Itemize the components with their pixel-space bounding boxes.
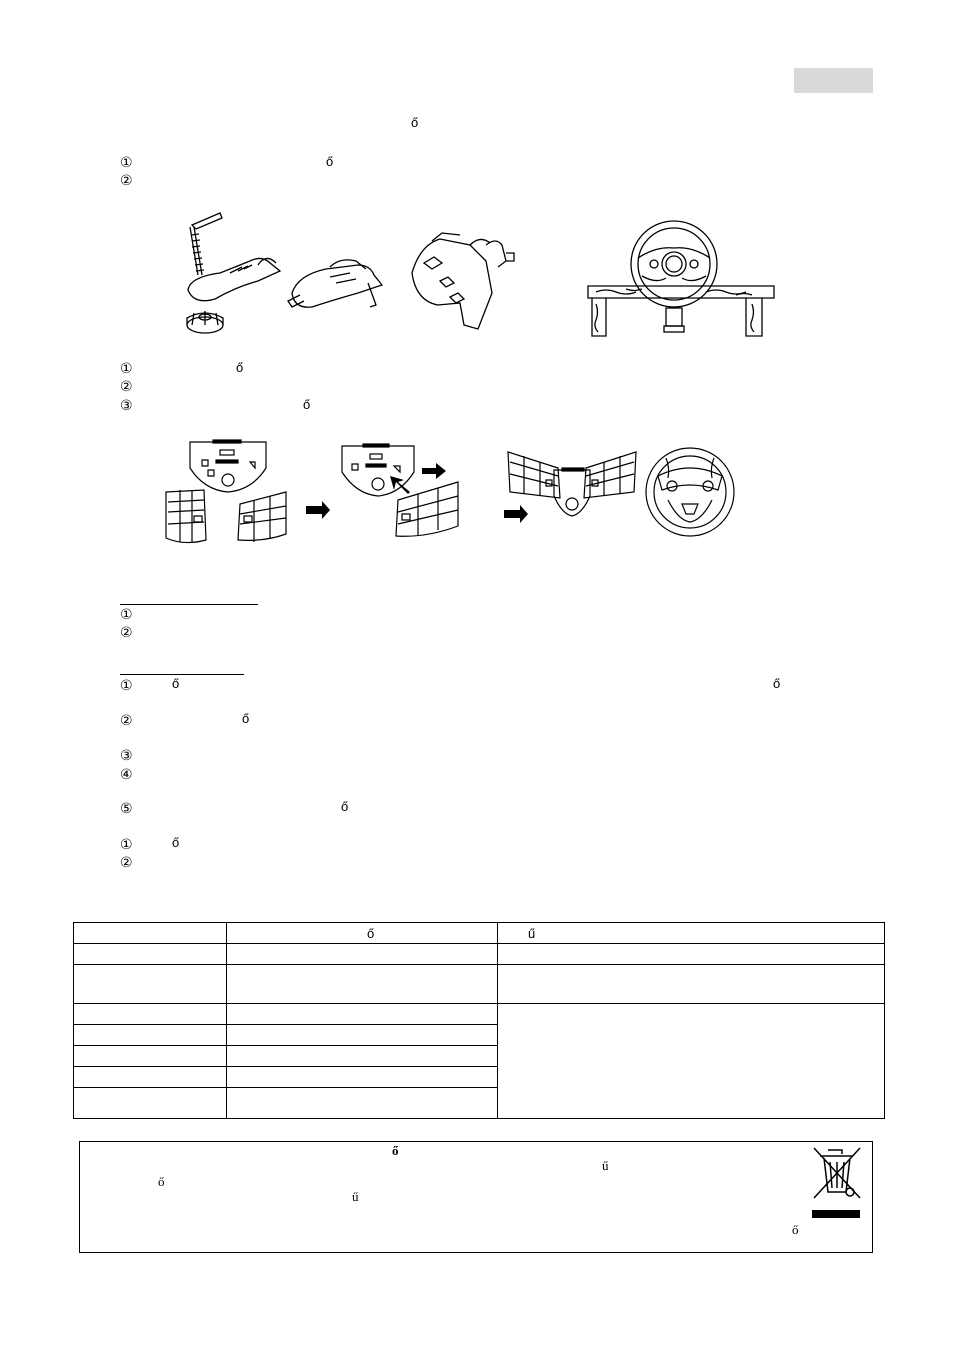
section-c-step-2-marker: ② bbox=[120, 854, 133, 870]
section-b-step-1-marker: ① bbox=[120, 677, 133, 693]
clamp-assembly-figure bbox=[180, 205, 530, 340]
section-b-step-4-marker: ④ bbox=[120, 766, 133, 782]
clamp-step-1-text: ő bbox=[326, 154, 334, 169]
weee-line-5-text: ő bbox=[792, 1222, 799, 1237]
weee-line-2-text: ű bbox=[602, 1158, 609, 1173]
section-c-step-1-text: ő bbox=[172, 835, 180, 850]
pedal-step-1-text: ő bbox=[236, 360, 244, 375]
merged-cell bbox=[498, 1004, 885, 1119]
clamp-step-1-marker: ① bbox=[120, 154, 133, 170]
section-b-step-2-marker: ② bbox=[120, 712, 133, 728]
section-b-step-1-text-end: ő bbox=[773, 676, 781, 691]
weee-line-4-text: ű bbox=[352, 1189, 359, 1204]
section-a-step-2-marker: ② bbox=[120, 624, 133, 640]
section-c-step-1-marker: ① bbox=[120, 836, 133, 852]
wheel-on-table-figure bbox=[586, 212, 776, 340]
spec-table bbox=[73, 922, 885, 1119]
table-header-row bbox=[74, 923, 885, 944]
section-b-step-5-marker: ⑤ bbox=[120, 800, 133, 816]
clamp-step-2-marker: ② bbox=[120, 172, 133, 188]
pedal-step-3-text: ő bbox=[303, 397, 311, 412]
header-tag bbox=[794, 68, 873, 93]
section-b-step-3-marker: ③ bbox=[120, 747, 133, 763]
intro-text: ő bbox=[411, 115, 419, 130]
section-b-heading-underline bbox=[120, 674, 244, 675]
pedal-step-3-marker: ③ bbox=[120, 397, 133, 413]
weee-notice-box bbox=[79, 1141, 873, 1253]
section-a-step-1-marker: ① bbox=[120, 606, 133, 622]
pedal-step-2-marker: ② bbox=[120, 378, 133, 394]
crossed-bin-icon bbox=[810, 1144, 866, 1220]
table-row bbox=[74, 965, 885, 1004]
pedal-step-1-marker: ① bbox=[120, 360, 133, 376]
weee-line-3-text: ő bbox=[158, 1174, 165, 1189]
section-b-step-5-text: ő bbox=[341, 799, 349, 814]
section-b-step-2-text: ő bbox=[242, 711, 250, 726]
table-header-cell-2: ő bbox=[227, 923, 498, 944]
section-b-step-1-text: ő bbox=[172, 676, 180, 691]
table-header-cell-3: ű bbox=[498, 923, 885, 944]
weee-line-1-text: ő bbox=[392, 1143, 399, 1158]
pedal-assembly-figure bbox=[158, 430, 758, 550]
table-header-cell-1 bbox=[74, 923, 227, 944]
table-row bbox=[74, 944, 885, 965]
table-row bbox=[74, 1004, 885, 1025]
section-a-heading-underline bbox=[120, 604, 258, 605]
